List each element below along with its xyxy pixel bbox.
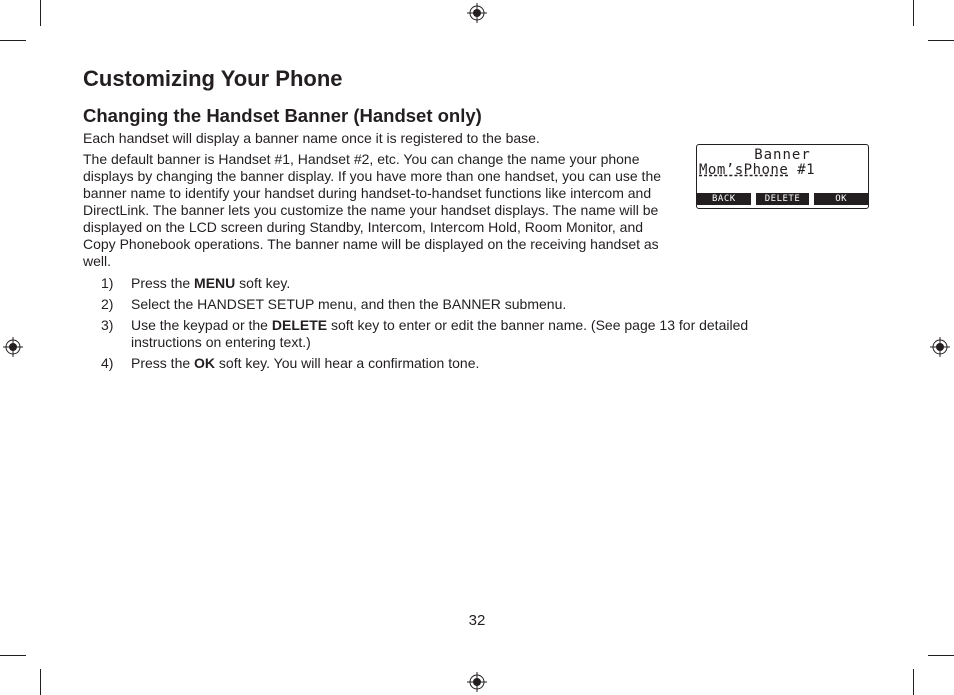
step-number: 3) [101, 317, 114, 333]
crop-mark [928, 40, 954, 41]
lcd-line-title: Banner [754, 147, 811, 163]
step-text: soft key to enter or edit the banner name. (See page 13 for detailed instructions on entering text.) [131, 317, 749, 350]
step-key-name: MENU [194, 275, 236, 291]
crop-mark [0, 655, 26, 656]
step-number: 1) [101, 275, 114, 291]
step-key-name: OK [194, 355, 216, 371]
crop-mark [40, 669, 41, 695]
step-number: 4) [101, 355, 114, 371]
lcd-softkey-back: BACK [697, 193, 756, 205]
lcd-line-banner [699, 162, 815, 178]
steps-list [101, 275, 821, 376]
page-number: 32 [468, 612, 486, 629]
registration-mark-icon [467, 672, 487, 692]
list-item [101, 296, 821, 313]
step-text: Select the HANDSET SETUP menu, and then the BANNER submenu. [131, 296, 567, 312]
list-item [101, 317, 821, 351]
intro-paragraph: Each handset will display a banner name once it is registered to the base. [83, 130, 540, 146]
list-item [101, 355, 821, 372]
crop-mark [928, 655, 954, 656]
lcd-banner-name: Mom’sPhone [699, 162, 789, 178]
registration-mark-icon [3, 337, 23, 357]
section-title: Changing the Handset Banner (Handset only) [83, 105, 482, 126]
crop-mark [0, 40, 26, 41]
crop-mark [40, 0, 41, 26]
step-text: Press the [131, 355, 195, 371]
lcd-softkey-bar [697, 193, 868, 205]
step-text: Use the keypad or the [131, 317, 272, 333]
step-key-name: DELETE [271, 317, 328, 333]
crop-mark [913, 669, 914, 695]
lcd-softkey-delete: DELETE [756, 193, 815, 205]
crop-mark [913, 0, 914, 26]
step-text: soft key. You will hear a confirmation tone. [215, 355, 480, 371]
lcd-screen-illustration [696, 144, 869, 209]
step-text: Press the [131, 275, 195, 291]
lcd-softkey-ok: OK [835, 194, 848, 204]
registration-mark-icon [930, 337, 950, 357]
body-paragraph: The default banner is Handset #1, Handset #2, etc. You can change the name your phone displays by changing the banner display. If you have more than one handset, you can use the banner name to identify your handset during handset-to-handset functions like intercom and DirectLink. The banner lets you customize the name your handset displays. The name will be displayed on the LCD screen during Standby, Intercom, Intercom Hold, Room Monitor, and Copy Phonebook operations. The banner name will be displayed on the receiving handset as well. [83, 151, 662, 269]
list-item [101, 275, 821, 292]
page-title: Customizing Your Phone [83, 66, 343, 91]
step-text: soft key. [235, 275, 291, 291]
step-number: 2) [101, 296, 114, 312]
registration-mark-icon [467, 3, 487, 23]
lcd-banner-suffix: #1 [788, 162, 816, 178]
